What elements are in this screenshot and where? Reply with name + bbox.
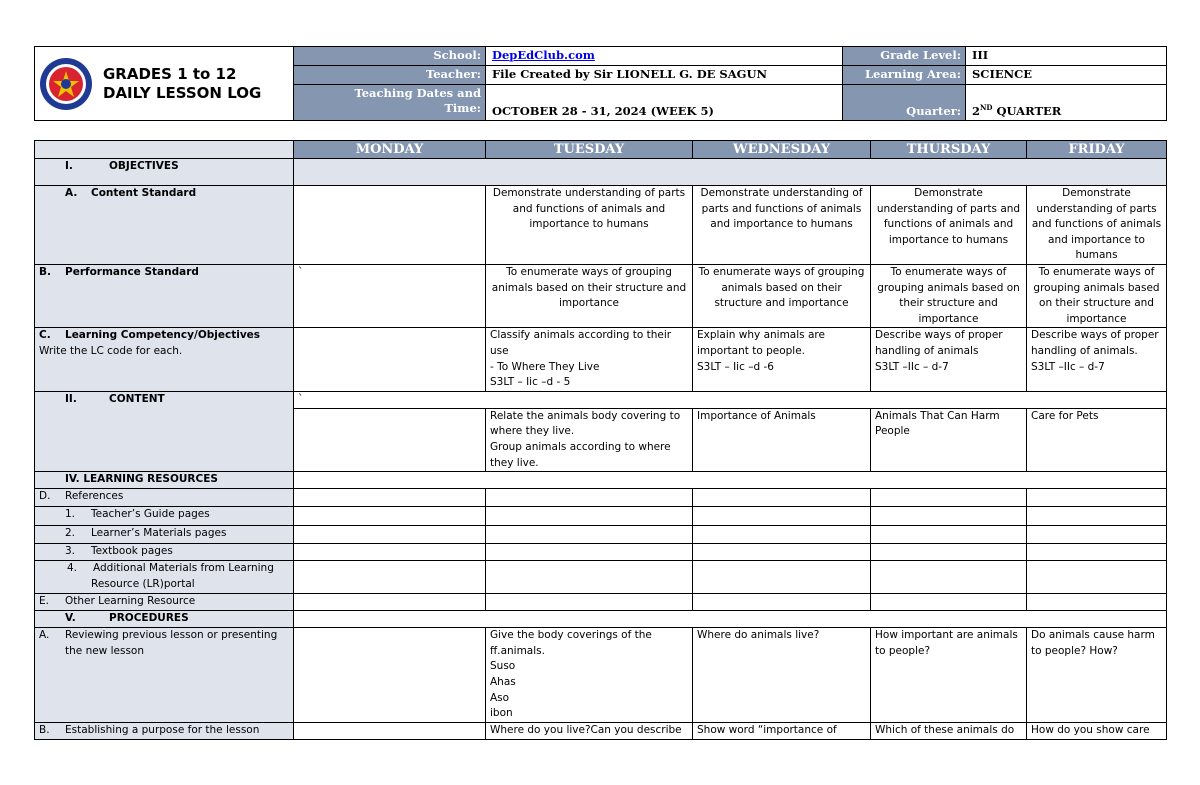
day-tuesday: TUESDAY	[486, 141, 693, 159]
review-tue: Give the body coverings of the ff.animals. Suso Ahas Aso ibon	[486, 628, 693, 723]
grade-label: Grade Level:	[843, 47, 966, 66]
references-row	[35, 489, 1167, 507]
competency-fri: Describe ways of proper handling of animals. S3LT –IIc – d-7	[1027, 328, 1167, 391]
quarter-label: Quarter:	[843, 85, 966, 121]
performance-standard-mon: `	[294, 265, 486, 328]
content-wed: Importance of Animals	[693, 408, 871, 471]
review-row	[35, 628, 1167, 723]
header-table	[34, 46, 1167, 121]
title-line1: GRADES 1 to 12	[103, 64, 237, 83]
content-label: II. CONTENT	[35, 391, 294, 471]
purpose-mon	[294, 723, 486, 740]
performance-standard-row	[35, 265, 1167, 328]
resources-fill	[294, 472, 1167, 489]
school-value-cell	[486, 47, 843, 66]
textbook-label: 3. Textbook pages	[35, 544, 294, 561]
performance-standard-label: B. Performance Standard	[35, 265, 294, 328]
content-standard-mon	[294, 186, 486, 265]
school-link[interactable]: DepEdClub.com	[492, 48, 595, 62]
content-standard-row	[35, 186, 1167, 265]
teacher-label: Teacher:	[294, 66, 486, 85]
quarter-value: 2ND QUARTER	[966, 85, 1167, 121]
procedures-row	[35, 611, 1167, 628]
content-standard-tue: Demonstrate understanding of parts and functions of animals and importance to humans	[486, 186, 693, 265]
competency-label: C. Learning Competency/Objectives Write the LC code for each.	[35, 328, 294, 391]
learners-materials-row	[35, 526, 1167, 544]
textbook-row	[35, 544, 1167, 561]
performance-standard-wed: To enumerate ways of grouping animals based on their structure and importance	[693, 265, 871, 328]
performance-standard-tue: To enumerate ways of grouping animals based on their structure and importance	[486, 265, 693, 328]
purpose-row	[35, 723, 1167, 740]
grade-value: III	[966, 47, 1167, 66]
additional-materials-row	[35, 561, 1167, 594]
performance-standard-fri: To enumerate ways of grouping animals based on their structure and importance	[1027, 265, 1167, 328]
day-friday: FRIDAY	[1027, 141, 1167, 159]
competency-tue: Classify animals according to their use - To Where They Live S3LT – Iic –d - 5	[486, 328, 693, 391]
content-fri: Care for Pets	[1027, 408, 1167, 471]
review-thu: How important are animals to people?	[871, 628, 1027, 723]
title-line2: DAILY LESSON LOG	[103, 83, 262, 102]
content-standard-wed: Demonstrate understanding of parts and functions of animals and importance to humans	[693, 186, 871, 265]
procedures-fill	[294, 611, 1167, 628]
dates-label: Teaching Dates and Time:	[294, 85, 486, 121]
resources-row	[35, 472, 1167, 489]
review-wed: Where do animals live?	[693, 628, 871, 723]
teacher-value: File Created by Sir LIONELL G. DE SAGUN	[486, 66, 843, 85]
review-fri: Do animals cause harm to people? How?	[1027, 628, 1167, 723]
content-mon	[294, 408, 486, 471]
content-standard-thu: Demonstrate understanding of parts and functions of animals and importance to humans	[871, 186, 1027, 265]
content-standard-fri: Demonstrate understanding of parts and functions of animals and importance to humans	[1027, 186, 1167, 265]
competency-wed: Explain why animals are important to people. S3LT – Iic –d -6	[693, 328, 871, 391]
days-header-row	[35, 141, 1167, 159]
purpose-wed: Show word “importance of	[693, 723, 871, 740]
objectives-row	[35, 159, 1167, 186]
competency-thu: Describe ways of proper handling of animals S3LT –IIc – d-7	[871, 328, 1027, 391]
competency-row	[35, 328, 1167, 391]
content-header-row	[35, 391, 1167, 408]
teachers-guide-row	[35, 507, 1167, 526]
area-label: Learning Area:	[843, 66, 966, 85]
purpose-thu: Which of these animals do	[871, 723, 1027, 740]
additional-materials-label: 4. Additional Materials from Learning Resource (LR)portal	[35, 561, 294, 594]
purpose-tue: Where do you live?Can you describe	[486, 723, 693, 740]
other-resource-label: E. Other Learning Resource	[35, 594, 294, 611]
review-label: A. Reviewing previous lesson or presenting the new lesson	[35, 628, 294, 723]
purpose-label: B. Establishing a purpose for the lesson	[35, 723, 294, 740]
school-label: School:	[294, 47, 486, 66]
resources-label: IV. LEARNING RESOURCES	[35, 472, 294, 489]
teachers-guide-label: 1. Teacher’s Guide pages	[35, 507, 294, 526]
learners-materials-label: 2. Learner’s Materials pages	[35, 526, 294, 544]
day-monday: MONDAY	[294, 141, 486, 159]
review-mon	[294, 628, 486, 723]
title-cell	[35, 47, 294, 121]
references-label: D. References	[35, 489, 294, 507]
content-tue: Relate the animals body covering to where they live. Group animals according to where they live.	[486, 408, 693, 471]
day-wednesday: WEDNESDAY	[693, 141, 871, 159]
performance-standard-thu: To enumerate ways of grouping animals based on their structure and importance	[871, 265, 1027, 328]
lesson-log-table	[34, 140, 1167, 740]
procedures-label: V. PROCEDURES	[35, 611, 294, 628]
day-thursday: THURSDAY	[871, 141, 1027, 159]
objectives-fill	[294, 159, 1167, 186]
objectives-label: I. OBJECTIVES	[35, 159, 294, 186]
content-thu: Animals That Can Harm People	[871, 408, 1027, 471]
other-resource-row	[35, 594, 1167, 611]
purpose-fri: How do you show care	[1027, 723, 1167, 740]
days-corner	[35, 141, 294, 159]
content-mark: `	[294, 391, 1167, 408]
competency-mon	[294, 328, 486, 391]
dates-value: OCTOBER 28 - 31, 2024 (WEEK 5)	[486, 85, 843, 121]
content-standard-label: A. Content Standard	[35, 186, 294, 265]
deped-seal-icon	[39, 57, 93, 111]
area-value: SCIENCE	[966, 66, 1167, 85]
